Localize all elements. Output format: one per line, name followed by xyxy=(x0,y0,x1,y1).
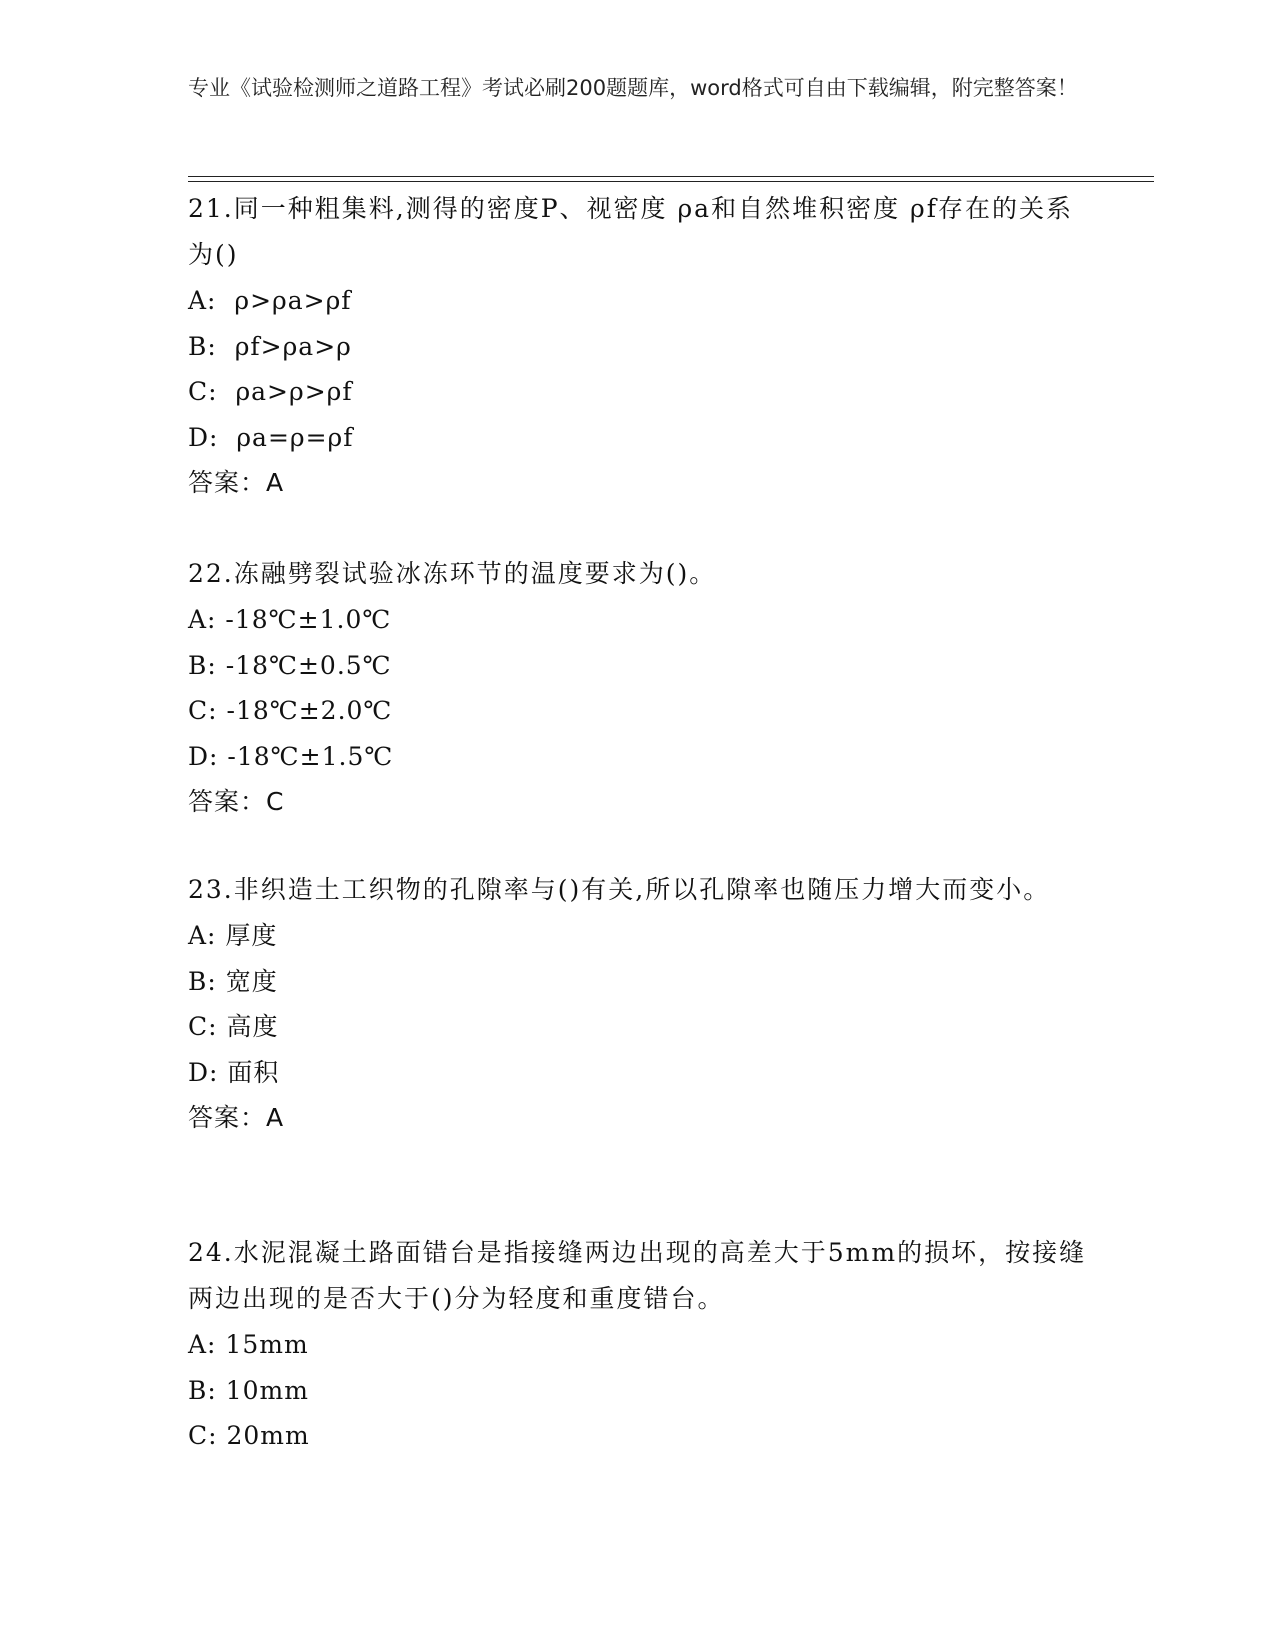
question-stem: 22.冻融劈裂试验冰冻环节的温度要求为()。 xyxy=(188,559,717,588)
document-header: 专业《试验检测师之道路工程》考试必刷200题题库，word格式可自由下载编辑，附完整答案！ xyxy=(188,76,1078,100)
option-c: C: 高度 xyxy=(188,1012,279,1041)
answer-line: 答案：A xyxy=(188,1103,285,1132)
answer-line: 答案：A xyxy=(188,468,285,497)
question-21 xyxy=(188,186,1088,506)
question-23 xyxy=(188,867,1088,1141)
question-stem: 23.非织造土工织物的孔隙率与()有关,所以孔隙率也随压力增大而变小。 xyxy=(188,875,1051,904)
answer-line: 答案：C xyxy=(188,787,285,816)
option-c: C: -18℃±2.0℃ xyxy=(188,696,393,725)
header-rule-top xyxy=(188,176,1154,177)
option-b: B: 宽度 xyxy=(188,966,278,996)
question-stem: 24.水泥混凝土路面错台是指接缝两边出现的高差大于5mm的损坏，按接缝两边出现的是否大于()分为轻度和重度错台。 xyxy=(188,1238,1087,1313)
question-24 xyxy=(188,1230,1088,1459)
option-d: D: 面积 xyxy=(188,1057,280,1087)
option-a: A: ρ>ρa>ρf xyxy=(188,286,352,315)
header-rule-bottom xyxy=(188,181,1154,182)
option-d: D: -18℃±1.5℃ xyxy=(188,741,394,771)
option-a: A: 15mm xyxy=(188,1330,309,1359)
option-a: A: -18℃±1.0℃ xyxy=(188,605,392,634)
option-b: B: 10mm xyxy=(188,1375,309,1405)
option-b: B: ρf>ρa>ρ xyxy=(188,331,352,361)
option-b: B: -18℃±0.5℃ xyxy=(188,650,392,680)
question-22 xyxy=(188,551,1088,825)
option-c: C: 20mm xyxy=(188,1421,310,1450)
option-d: D: ρa=ρ=ρf xyxy=(188,422,354,452)
question-stem: 21.同一种粗集料,测得的密度P、视密度 ρa和自然堆积密度 ρf存在的关系为() xyxy=(188,194,1073,269)
option-c: C: ρa>ρ>ρf xyxy=(188,377,353,406)
option-a: A: 厚度 xyxy=(188,921,278,950)
